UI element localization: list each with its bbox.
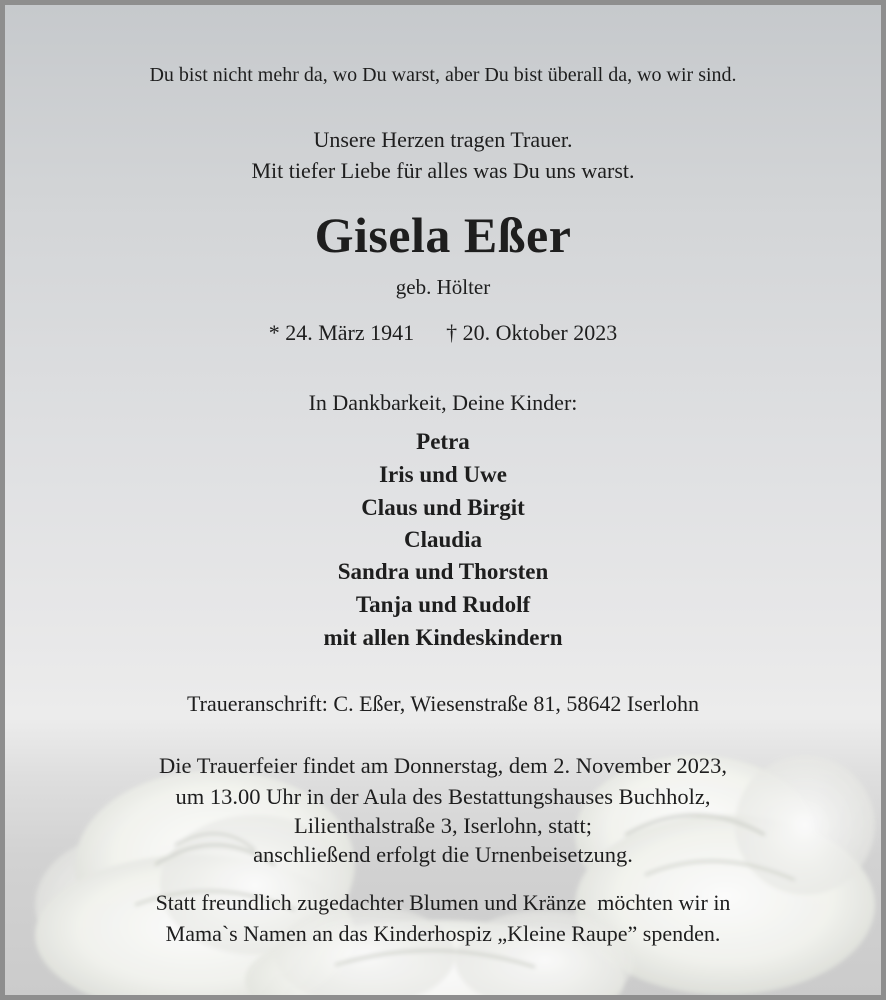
ceremony-line-3: Lilienthalstraße 3, Iserlohn, statt;	[293, 813, 593, 838]
mourner-name: Claus und Birgit	[361, 495, 525, 520]
mourner-name: Iris und Uwe	[379, 462, 507, 487]
mourner-name: Claudia	[404, 527, 482, 552]
intro-line-1: Unsere Herzen tragen Trauer.	[313, 127, 573, 152]
mourner-name: Sandra und Thorsten	[337, 559, 549, 584]
birth-date: * 24. März 1941	[268, 320, 415, 345]
donation-line-1: Statt freundlich zugedachter Blumen und Kränze möchten wir in	[155, 890, 731, 915]
ceremony-line-1: Die Trauerfeier findet am Donnerstag, dem 2. November 2023,	[159, 753, 727, 778]
mourner-name: Petra	[416, 429, 470, 454]
mourners-intro: In Dankbarkeit, Deine Kinder:	[308, 390, 578, 415]
mourning-address: Traueranschrift: C. Eßer, Wiesenstraße 81, 58642 Iserlohn	[186, 691, 700, 716]
life-dates	[5, 320, 881, 346]
maiden-name: geb. Hölter	[395, 275, 491, 299]
memorial-quote: Du bist nicht mehr da, wo Du warst, aber Du bist überall da, wo wir sind.	[149, 64, 737, 86]
mourner-name: mit allen Kindeskindern	[323, 625, 563, 650]
death-date: † 20. Oktober 2023	[446, 320, 618, 345]
donation-line-2: Mama`s Namen an das Kinderhospiz „Kleine Raupe” spenden.	[165, 921, 721, 946]
intro-line-2: Mit tiefer Liebe für alles was Du uns warst.	[251, 158, 635, 183]
ceremony-line-4: anschließend erfolgt die Urnenbeisetzung.	[253, 842, 633, 867]
deceased-name: Gisela Eßer	[314, 207, 572, 263]
ceremony-line-2: um 13.00 Uhr in der Aula des Bestattungshauses Buchholz,	[175, 784, 711, 809]
mourner-name: Tanja und Rudolf	[355, 592, 531, 617]
